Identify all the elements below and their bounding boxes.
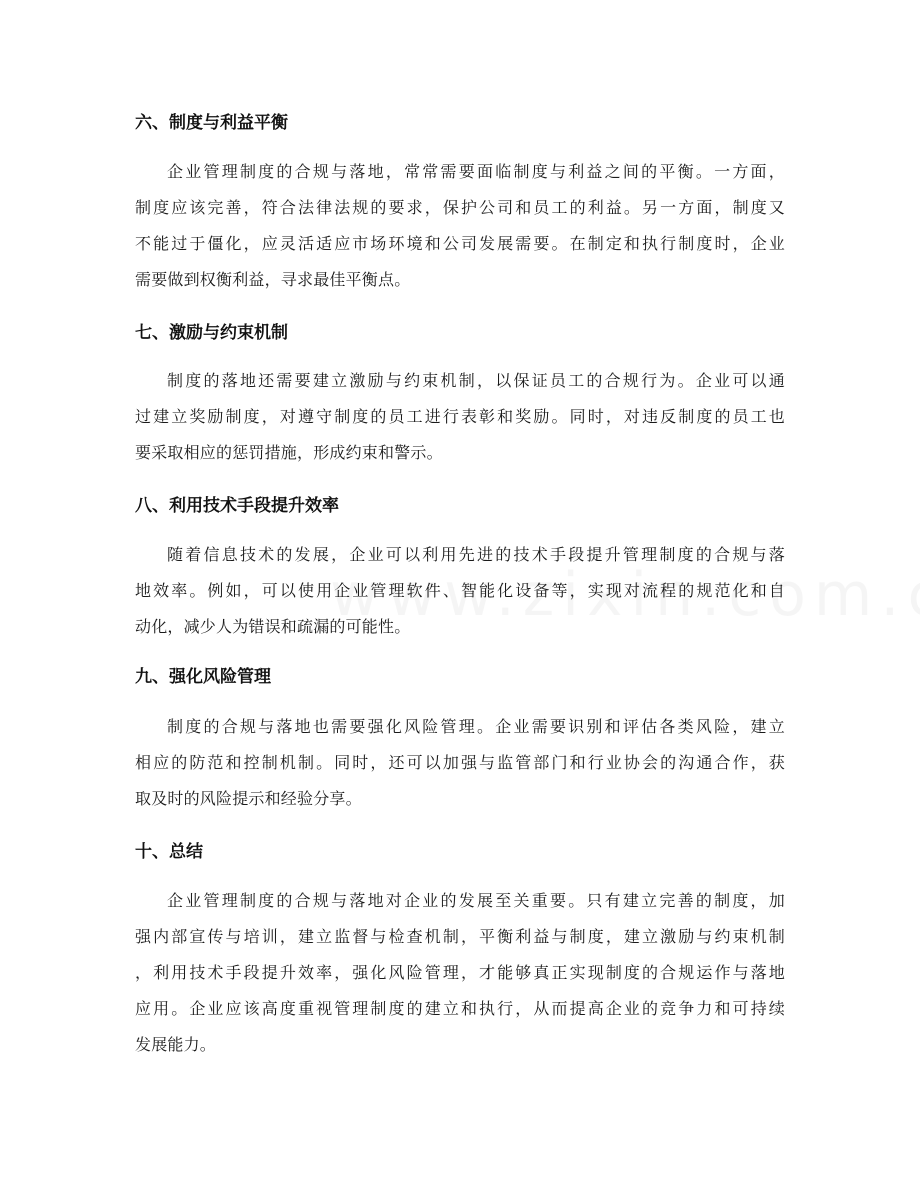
section-heading-9: 九、强化风险管理 xyxy=(135,667,271,687)
paragraph-line: ，利用技术手段提升效率，强化风险管理，才能够真正实现制度的合规运作与落地 xyxy=(135,963,785,982)
section-heading-7: 七、激励与约束机制 xyxy=(135,323,288,343)
paragraph-line: 不能过于僵化，应灵活适应市场环境和公司发展需要。在制定和执行制度时，企业 xyxy=(135,234,785,253)
section-heading-6: 六、制度与利益平衡 xyxy=(135,113,288,133)
paragraph-line: 取及时的风险提示和经验分享。 xyxy=(135,789,362,808)
paragraph-line: 随着信息技术的发展，企业可以利用先进的技术手段提升管理制度的合规与落 xyxy=(167,545,785,564)
paragraph-line: 强内部宣传与培训，建立监督与检查机制，平衡利益与制度，建立激励与约束机制 xyxy=(135,927,785,946)
section-heading-8: 八、利用技术手段提升效率 xyxy=(135,496,339,516)
paragraph-line: 制度的合规与落地也需要强化风险管理。企业需要识别和评估各类风险，建立 xyxy=(167,717,785,736)
paragraph-line: 要采取相应的惩罚措施，形成约束和警示。 xyxy=(135,443,443,462)
paragraph-line: 相应的防范和控制机制。同时，还可以加强与监管部门和行业协会的沟通合作，获 xyxy=(135,753,785,772)
paragraph-line: 企业管理制度的合规与落地对企业的发展至关重要。只有建立完善的制度，加 xyxy=(167,891,785,910)
paragraph-line: 制度的落地还需要建立激励与约束机制，以保证员工的合规行为。企业可以通 xyxy=(167,371,785,390)
paragraph-line: 应用。企业应该高度重视管理制度的建立和执行，从而提高企业的竞争力和可持续 xyxy=(135,999,785,1018)
section-heading-10: 十、总结 xyxy=(135,842,203,862)
paragraph-line: 发展能力。 xyxy=(135,1035,217,1054)
paragraph-line: 需要做到权衡利益，寻求最佳平衡点。 xyxy=(135,270,411,289)
paragraph-line: 企业管理制度的合规与落地，常常需要面临制度与利益之间的平衡。一方面， xyxy=(167,162,785,181)
paragraph-line: 过建立奖励制度，对遵守制度的员工进行表彰和奖励。同时，对违反制度的员工也 xyxy=(135,407,785,426)
paragraph-line: 动化，减少人为错误和疏漏的可能性。 xyxy=(135,617,411,636)
paragraph-line: 地效率。例如，可以使用企业管理软件、智能化设备等，实现对流程的规范化和自 xyxy=(135,581,785,600)
paragraph-line: 制度应该完善，符合法律法规的要求，保护公司和员工的利益。另一方面，制度又 xyxy=(135,198,785,217)
